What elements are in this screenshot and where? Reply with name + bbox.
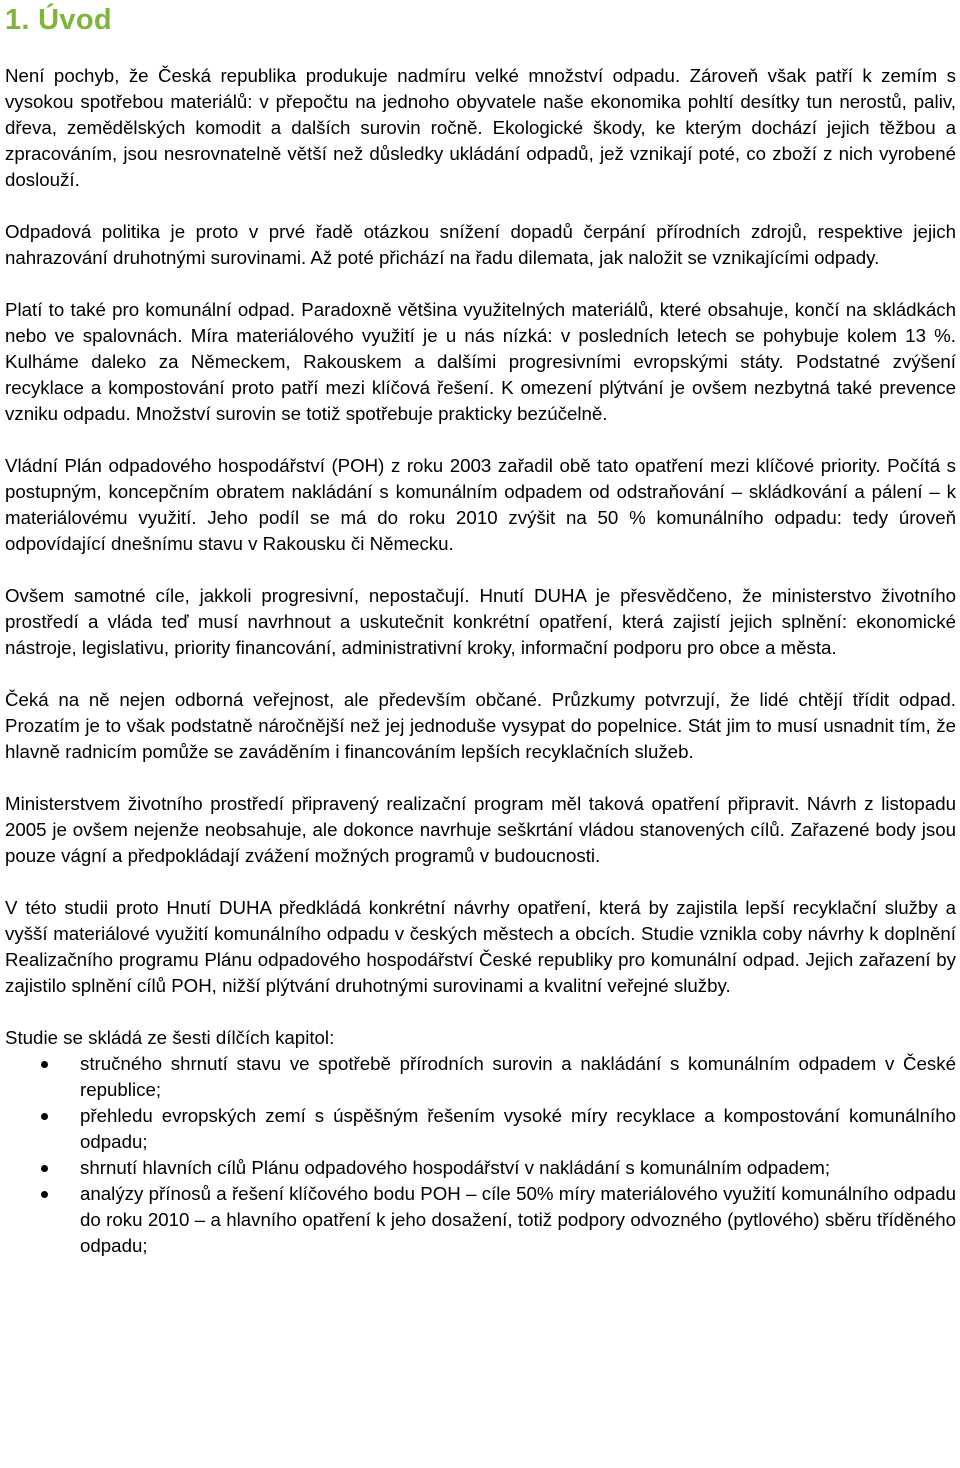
bullet-icon (41, 1165, 48, 1172)
list-item-text: stručného shrnutí stavu ve spotřebě přírodních surovin a nakládání s komunálním odpadem v České republice; (80, 1053, 956, 1100)
paragraph-public: Čeká na ně nejen odborná veřejnost, ale především občané. Průzkumy potvrzují, že lidé chtějí třídit odpad. Prozatím je to však podstatně náročnější než jej jednoduše vysypat do popelnice. Stát jim to musí usnadnit tím, že hlavně radnicím pomůže se zaváděním i financováním lepších recyklačních služeb. (5, 689, 956, 762)
list-item (5, 1103, 956, 1155)
paragraph-poh-plan: Vládní Plán odpadového hospodářství (POH) z roku 2003 zařadil obě tato opatření mezi klíčové priority. Počítá s postupným, koncepčním obratem nakládání s komunálním odpadem od odstraňování – skládkování a pálení – k materiálovému využití. Jeho podíl se má do roku 2010 zvýšit na 50 % komunálního odpadu: tedy úroveň odpovídající dnešnímu stavu v Rakousku či Německu. (5, 455, 956, 554)
list-item-text: přehledu evropských zemí s úspěšným řešením vysoké míry recyklace a kompostování komunálního odpadu; (80, 1105, 956, 1152)
paragraph-ministry-program: Ministerstvem životního prostředí připravený realizační program měl taková opatření připravit. Návrh z listopadu 2005 je ovšem nejenže neobsahuje, ale dokonce navrhuje seškrtání vládou stanovených cílů. Zařazené body jsou pouze vágní a předpokládají zvážení možných programů v budoucnosti. (5, 793, 956, 866)
paragraph-municipal-waste: Platí to také pro komunální odpad. Paradoxně většina využitelných materiálů, které obsahuje, končí na skládkách nebo ve spalovnách. Míra materiálového využití je u nás nízká: v posledních letech se pohybuje kolem 13 %. Kulháme daleko za Německem, Rakouskem a dalšími progresivními evropskými státy. Podstatné zvýšení recyklace a kompostování proto patří mezi klíčová řešení. K omezení plýtvání je ovšem nezbytná také prevence vzniku odpadu. Množství surovin se totiž spotřebuje prakticky bezúčelně. (5, 299, 956, 424)
list-item (5, 1181, 956, 1259)
list-item-text: shrnutí hlavních cílů Plánu odpadového hospodářství v nakládání s komunálním odpadem; (80, 1157, 831, 1178)
bullet-icon (41, 1191, 48, 1198)
paragraph-study-purpose: V této studii proto Hnutí DUHA předkládá konkrétní návrhy opatření, která by zajistila lepší recyklační služby a vyšší materiálové využití komunálního odpadu v českých městech a obcích. Studie vznikla coby návrhy k doplnění Realizačního programu Plánu odpadového hospodářství České republiky pro komunální odpad. Jejich zařazení by zajistilo splnění cílů POH, nižší plýtvání druhotnými surovinami a kvalitní veřejné služby. (5, 897, 956, 996)
chapter-list (5, 1051, 956, 1259)
paragraph-waste-policy: Odpadová politika je proto v prvé řadě otázkou snížení dopadů čerpání přírodních zdrojů, respektive jejich nahrazování druhotnými surovinami. Až poté přichází na řadu dilemata, jak naložit se vznikajícími odpady. (5, 221, 956, 268)
document-page (5, 0, 956, 1259)
list-item-text: analýzy přínosů a řešení klíčového bodu POH – cíle 50% míry materiálového využití komunálního odpadu do roku 2010 – a hlavního opatření k jeho dosažení, totiž podpory odvozného (pytlového) sběru tříděného odpadu; (80, 1183, 956, 1256)
section-heading: 1. Úvod (5, 4, 112, 36)
bullet-icon (41, 1061, 48, 1068)
bullet-icon (41, 1113, 48, 1120)
paragraph-goals: Ovšem samotné cíle, jakkoli progresivní, nepostačují. Hnutí DUHA je přesvědčeno, že ministerstvo životního prostředí a vláda teď musí navrhnout a uskutečnit konkrétní opatření, která zajistí jejich splnění: ekonomické nástroje, legislativu, priority financování, administrativní kroky, informační podporu pro obce a města. (5, 585, 956, 658)
list-item (5, 1155, 956, 1181)
paragraph-intro: Není pochyb, že Česká republika produkuje nadmíru velké množství odpadu. Zároveň však patří k zemím s vysokou spotřebou materiálů: v přepočtu na jednoho obyvatele naše ekonomika pohltí desítky tun nerostů, paliv, dřeva, zemědělských komodit a dalších surovin ročně. Ekologické škody, ke kterým dochází jejich těžbou a zpracováním, jsou nesrovnatelně větší než důsledky ukládání odpadů, jež vznikají poté, co zboží z nich vyrobené doslouží. (5, 65, 956, 190)
paragraph-study-chapters: Studie se skládá ze šesti dílčích kapitol: (5, 1027, 335, 1048)
list-item (5, 1051, 956, 1103)
